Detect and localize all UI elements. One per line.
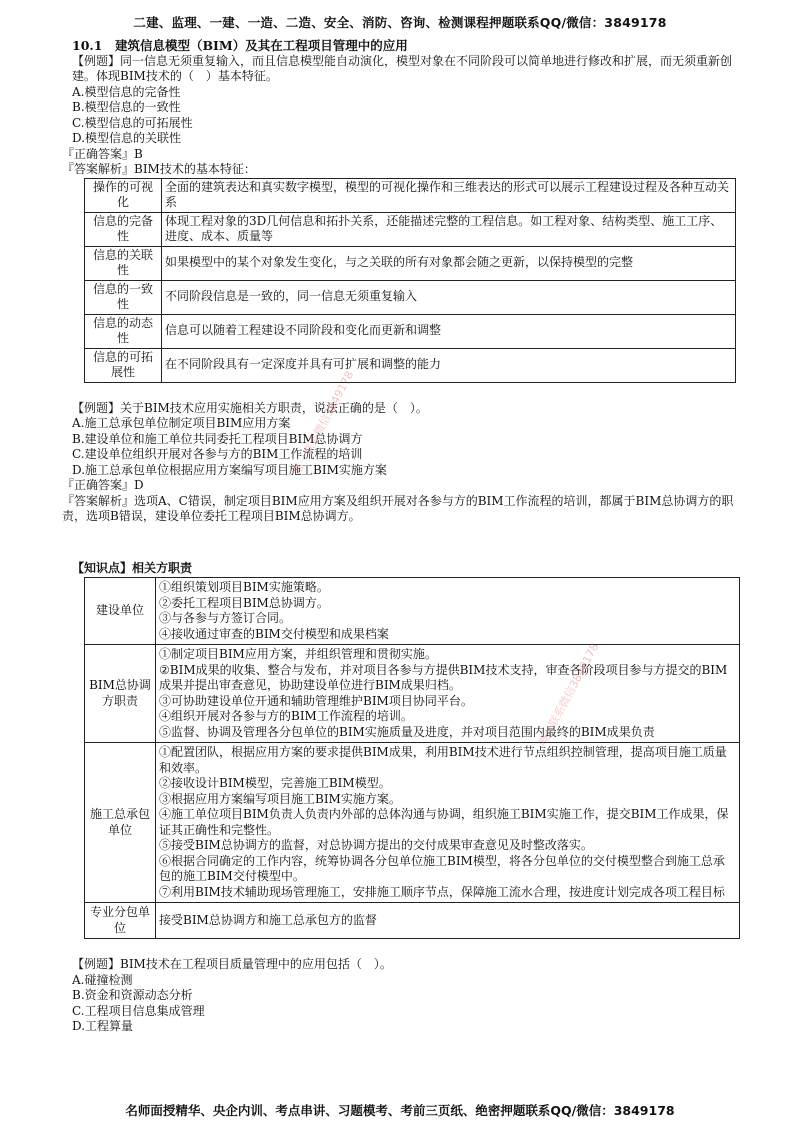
feature-name: 信息的完备性: [85, 212, 162, 246]
duty-item: ⑤接受BIM总协调方的监督，对总协调方提出的交付成果审查意见及时整改落实。: [159, 838, 593, 852]
feature-desc: 在不同阶段具有一定深度并具有可扩展和调整的能力: [162, 348, 736, 382]
question-2-analysis: 『答案解析』选项A、C错误，制定项目BIM应用方案及组织开展对各参与方的BIM工作流程的培训，都属于BIM总协调方的职责，选项B错误，建设单位委托工程项目BIM总协调方。: [62, 493, 734, 523]
table-row: [85, 903, 740, 939]
table-row: [85, 178, 736, 212]
responsibilities-table: [84, 577, 740, 939]
table-row: [85, 246, 736, 280]
duty-item: ③根据应用方案编写项目施工BIM实施方案。: [159, 791, 401, 806]
table-row: [85, 743, 740, 903]
duty-item: ②委托工程项目BIM总协调方。: [159, 595, 329, 610]
feature-desc: 如果模型中的某个对象发生变化，与之关联的所有对象都会随之更新，以保持模型的完整: [162, 246, 736, 280]
option-a: A.碰撞检测: [72, 972, 133, 987]
party-duties: [156, 578, 740, 645]
option-c: C.工程项目信息集成管理: [72, 1003, 205, 1018]
duty-item: ⑥根据合同确定的工作内容，统筹协调各分包单位施工BIM模型，将各分包单位的交付模型整合到施工总承包的施工BIM交付模型中。: [159, 853, 725, 883]
duty-item: ①制定项目BIM应用方案，并组织管理和贯彻实施。: [159, 647, 437, 661]
party-duties: [156, 903, 740, 939]
feature-desc: 全面的建筑表达和真实数字模型，模型的可视化操作和三维表达的形式可以展示工程建设过程及各种互动关系: [162, 178, 736, 212]
table-row: [85, 212, 736, 246]
feature-name: 信息的可拓展性: [85, 348, 162, 382]
question-1-stem: 【例题】同一信息无须重复输入，而且信息模型能自动演化，模型对象在不同阶段可以简单地进行修改和扩展，而无须重新创建。体现BIM技术的（ ）基本特征。: [72, 53, 733, 83]
question-2-answer: 『正确答案』D: [62, 478, 144, 492]
option-d: D.施工总承包单位根据应用方案编写项目施工BIM实施方案: [72, 462, 387, 477]
option-b: B.模型信息的一致性: [72, 100, 181, 114]
question-2-options: [62, 416, 744, 478]
question-3-options: [62, 973, 744, 1035]
table-row: [85, 314, 736, 348]
duty-item: ④施工单位项目BIM负责人负责内外部的总体沟通与协调，组织施工BIM实施工作，提交BIM工作成果，保证其正确性和完整性。: [159, 807, 729, 837]
party-duties: [156, 645, 740, 743]
duty-item: ④接收通过审查的BIM交付模型和成果档案: [159, 626, 389, 641]
option-c: C.建设单位组织开展对各参与方的BIM工作流程的培训: [72, 447, 363, 461]
question-3-stem: 【例题】BIM技术在工程项目质量管理中的应用包括（ ）。: [72, 957, 392, 971]
party-name: BIM总协调方职责: [85, 645, 156, 743]
party-name: 施工总承包单位: [85, 743, 156, 903]
watermark: 唯一联系微信3849178: [290, 368, 357, 477]
table-row: [85, 578, 740, 645]
feature-name: 信息的一致性: [85, 280, 162, 314]
duty-item: ③与各参与方签订合同。: [159, 611, 292, 625]
option-c: C.模型信息的可拓展性: [72, 115, 193, 130]
duty-item: ⑤监督、协调及管理各分包单位的BIM实施质量及进度，并对项目范围内最终的BIM成果负责: [159, 724, 655, 739]
feature-name: 信息的关联性: [85, 246, 162, 280]
duty-item: ①组织策划项目BIM实施策略。: [159, 580, 329, 594]
bim-features-table: [84, 178, 736, 383]
duty-item: ③可协助建设单位开通和辅助管理维护BIM项目协同平台。: [159, 693, 473, 708]
feature-name: 操作的可视化: [85, 178, 162, 212]
option-b: B.资金和资源动态分析: [72, 988, 193, 1002]
question-1-answer: 『正确答案』B: [62, 146, 143, 161]
duty-item: ②BIM成果的收集、整合与发布，并对项目各参与方提供BIM技术支持，审查各阶段项目参与方提交的BIM成果并提出审查意见，协助建设单位进行BIM成果归档。: [159, 662, 728, 692]
feature-desc: 信息可以随着工程建设不同阶段和变化而更新和调整: [162, 314, 736, 348]
question-1-analysis: 『答案解析』BIM技术的基本特征：: [62, 162, 256, 176]
option-a: A.模型信息的完备性: [72, 84, 181, 99]
table-row: [85, 645, 740, 743]
table-row: [85, 348, 736, 382]
duty-item: 接受BIM总协调方和施工总承包方的监督: [159, 912, 377, 927]
option-d: D.工程算量: [72, 1019, 134, 1033]
party-name: 专业分包单位: [85, 903, 156, 939]
party-name: 建设单位: [85, 578, 156, 645]
option-d: D.模型信息的关联性: [72, 131, 182, 145]
watermark: 唯一联系微信3849178: [535, 640, 602, 749]
page-header: 二建、监理、一建、一造、二造、安全、消防、咨询、检测课程押题联系QQ/微信：3849178: [133, 15, 667, 30]
table-row: [85, 280, 736, 314]
duty-item: ①配置团队，根据应用方案的要求提供BIM成果，利用BIM技术进行节点组织控制管理，提高项目施工质量和效率。: [159, 745, 727, 775]
duty-item: ②接收设计BIM模型，完善施工BIM模型。: [159, 776, 391, 790]
feature-name: 信息的动态性: [85, 314, 162, 348]
feature-desc: 不同阶段信息是一致的，同一信息无须重复输入: [162, 280, 736, 314]
option-a: A.施工总承包单位制定项目BIM应用方案: [72, 416, 291, 430]
duty-item: ④组织开展对各参与方的BIM工作流程的培训。: [159, 709, 413, 723]
feature-desc: 体现工程对象的3D几何信息和拓扑关系，还能描述完整的工程信息。如工程对象、结构类型、施工工序、进度、成本、质量等: [162, 212, 736, 246]
option-b: B.建设单位和施工单位共同委托工程项目BIM总协调方: [72, 431, 363, 446]
duty-item: ⑦利用BIM技术辅助现场管理施工，安排施工顺序节点，保障施工流水合理，按进度计划完成各项工程目标: [159, 884, 725, 899]
party-duties: [156, 743, 740, 903]
knowledge-point-title: 【知识点】相关方职责: [72, 560, 193, 575]
section-title: 10.1 建筑信息模型（BIM）及其在工程项目管理中的应用: [72, 38, 408, 53]
page-content: [62, 38, 744, 1035]
question-2-stem: 【例题】关于BIM技术应用实施相关方职责，说法正确的是（ ）。: [72, 400, 428, 415]
page-footer: 名师面授精华、央企内训、考点串讲、习题模考、考前三页纸、绝密押题联系QQ/微信：3849178: [125, 1103, 675, 1118]
question-1-options: [62, 85, 744, 147]
